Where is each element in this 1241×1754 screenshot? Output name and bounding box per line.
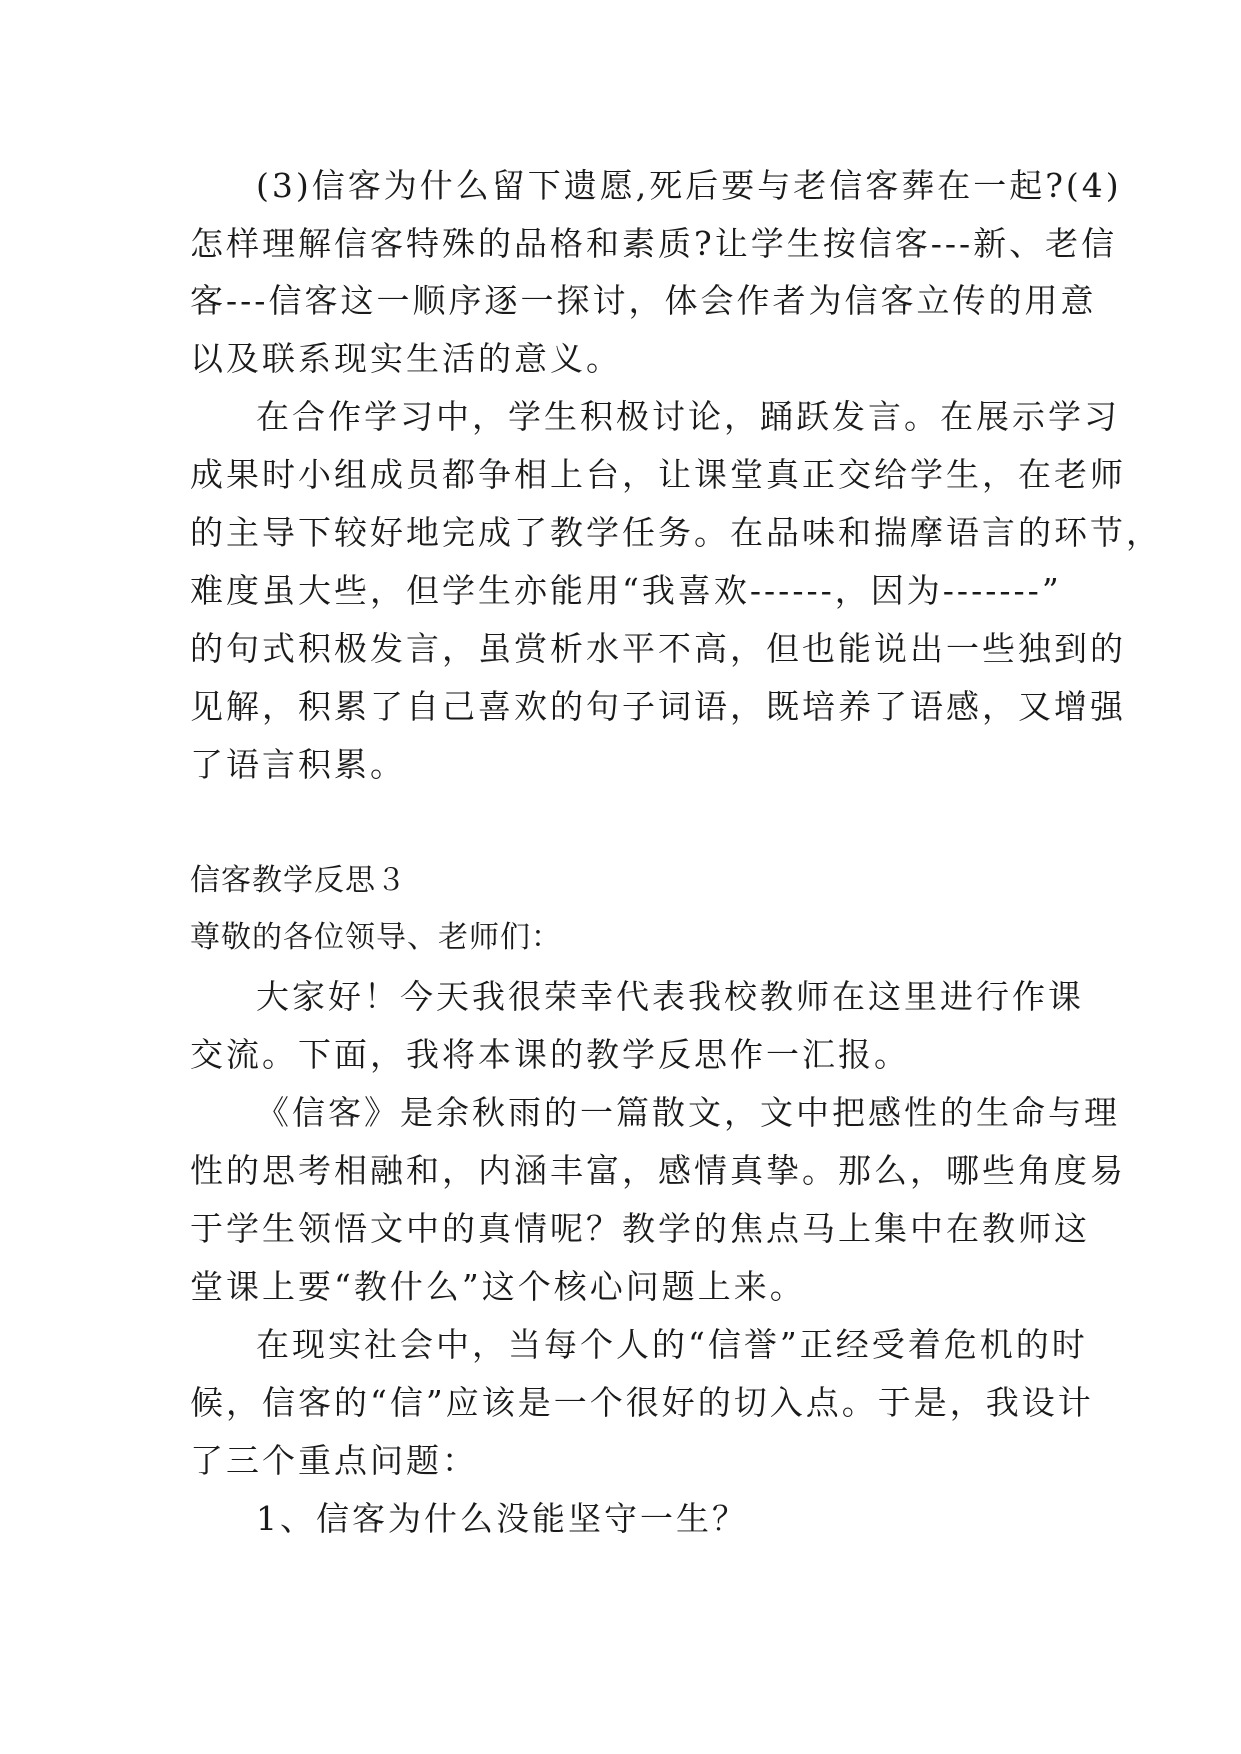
paragraph-1-line-4: 以及联系现实生活的意义。 [190, 339, 622, 378]
paragraph-2-line-5: 的句式积极发言，虽赏析水平不高，但也能说出一些独到的 [190, 629, 1126, 668]
paragraph-4-line-1: 《信客》是余秋雨的一篇散文，文中把感性的生命与理 [256, 1093, 1120, 1132]
paragraph-1-line-1: (3)信客为什么留下遗愿,死后要与老信客葬在一起?(4) [256, 166, 1122, 205]
paragraph-2-line-2: 成果时小组成员都争相上台，让课堂真正交给学生，在老师 [190, 455, 1126, 494]
paragraph-5-line-2: 候，信客的“信”应该是一个很好的切入点。于是，我设计 [190, 1383, 1094, 1422]
paragraph-3-line-2: 交流。下面，我将本课的教学反思作一汇报。 [190, 1035, 910, 1074]
paragraph-1-line-3: 客---信客这一顺序逐一探讨，体会作者为信客立传的用意 [190, 281, 1097, 320]
paragraph-1-line-2: 怎样理解信客特殊的品格和素质?让学生按信客---新、老信 [190, 224, 1118, 263]
paragraph-2-line-4: 难度虽大些，但学生亦能用“我喜欢------，因为-------” [190, 571, 1062, 610]
paragraph-2-line-3: 的主导下较好地完成了教学任务。在品味和揣摩语言的环节， [190, 513, 1162, 552]
paragraph-4-line-3: 于学生领悟文中的真情呢？教学的焦点马上集中在教师这 [190, 1209, 1090, 1248]
paragraph-4-line-2: 性的思考相融和，内涵丰富，感情真挚。那么，哪些角度易 [190, 1151, 1126, 1190]
paragraph-4-line-4: 堂课上要“教什么”这个核心问题上来。 [190, 1267, 806, 1306]
paragraph-2-line-7: 了语言积累。 [190, 745, 406, 784]
paragraph-2-line-6: 见解，积累了自己喜欢的句子词语，既培养了语感，又增强 [190, 687, 1126, 726]
paragraph-5-line-1: 在现实社会中，当每个人的“信誉”正经受着危机的时 [256, 1325, 1088, 1364]
paragraph-5-line-3: 了三个重点问题： [190, 1441, 478, 1480]
list-item-1: 1、信客为什么没能坚守一生？ [256, 1499, 748, 1538]
paragraph-2-line-1: 在合作学习中，学生积极讨论，踊跃发言。在展示学习 [256, 397, 1120, 436]
section-title: 信客教学反思３ [190, 863, 407, 898]
salutation: 尊敬的各位领导、老师们： [190, 920, 562, 955]
paragraph-3-line-1: 大家好！今天我很荣幸代表我校教师在这里进行作课 [256, 977, 1084, 1016]
